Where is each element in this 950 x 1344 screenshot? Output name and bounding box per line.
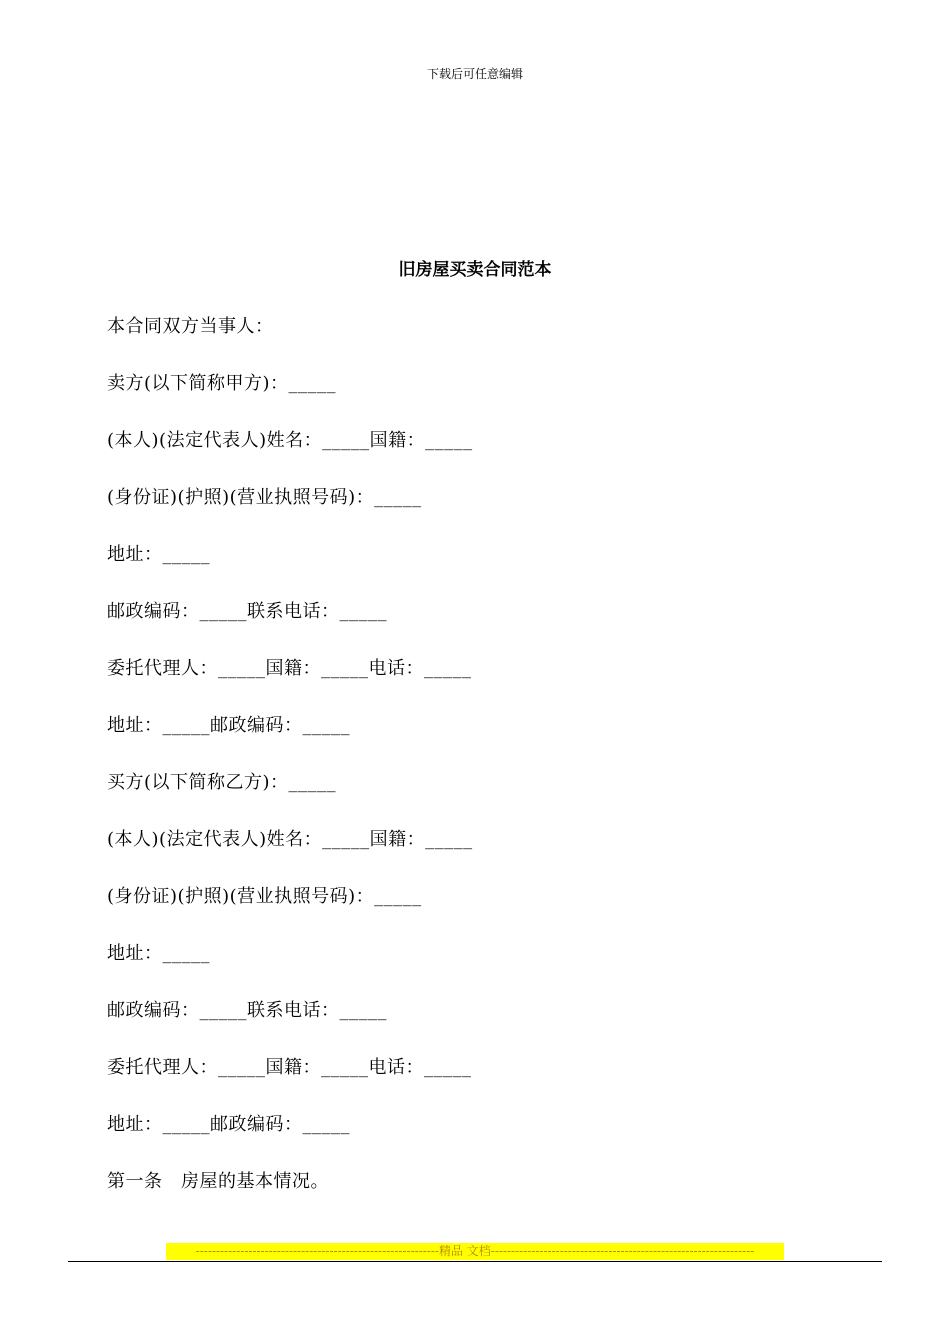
contract-line: 买方(以下简称乙方)：_____ (107, 772, 337, 793)
footer-divider (68, 1261, 882, 1262)
contract-line: 地址：_____ (107, 544, 210, 565)
document-title: 旧房屋买卖合同范本 (398, 260, 552, 280)
contract-line: 地址：_____邮政编码：_____ (107, 715, 350, 736)
contract-line: (身份证)(护照)(营业执照号码)：_____ (107, 886, 422, 907)
contract-line: (本人)(法定代表人)姓名：_____国籍：_____ (107, 430, 473, 451)
contract-line: 地址：_____邮政编码：_____ (107, 1114, 350, 1135)
contract-line: (本人)(法定代表人)姓名：_____国籍：_____ (107, 829, 473, 850)
contract-line: (身份证)(护照)(营业执照号码)：_____ (107, 487, 422, 508)
contract-body (107, 315, 867, 1227)
contract-line: 本合同双方当事人： (107, 316, 274, 337)
page-header-note: 下载后可任意编辑 (426, 67, 523, 81)
footer-watermark: ------------------------------------------------------------精品 文档----------------------------------------------------------------- (166, 1243, 784, 1260)
contract-line: 地址：_____ (107, 943, 210, 964)
contract-line: 委托代理人：_____国籍：_____电话：_____ (107, 1057, 472, 1078)
contract-line: 邮政编码：_____联系电话：_____ (107, 1000, 387, 1021)
contract-line: 卖方(以下简称甲方)：_____ (107, 373, 337, 394)
contract-line: 委托代理人：_____国籍：_____电话：_____ (107, 658, 472, 679)
contract-line: 第一条 房屋的基本情况。 (107, 1171, 329, 1192)
contract-line: 邮政编码：_____联系电话：_____ (107, 601, 387, 622)
